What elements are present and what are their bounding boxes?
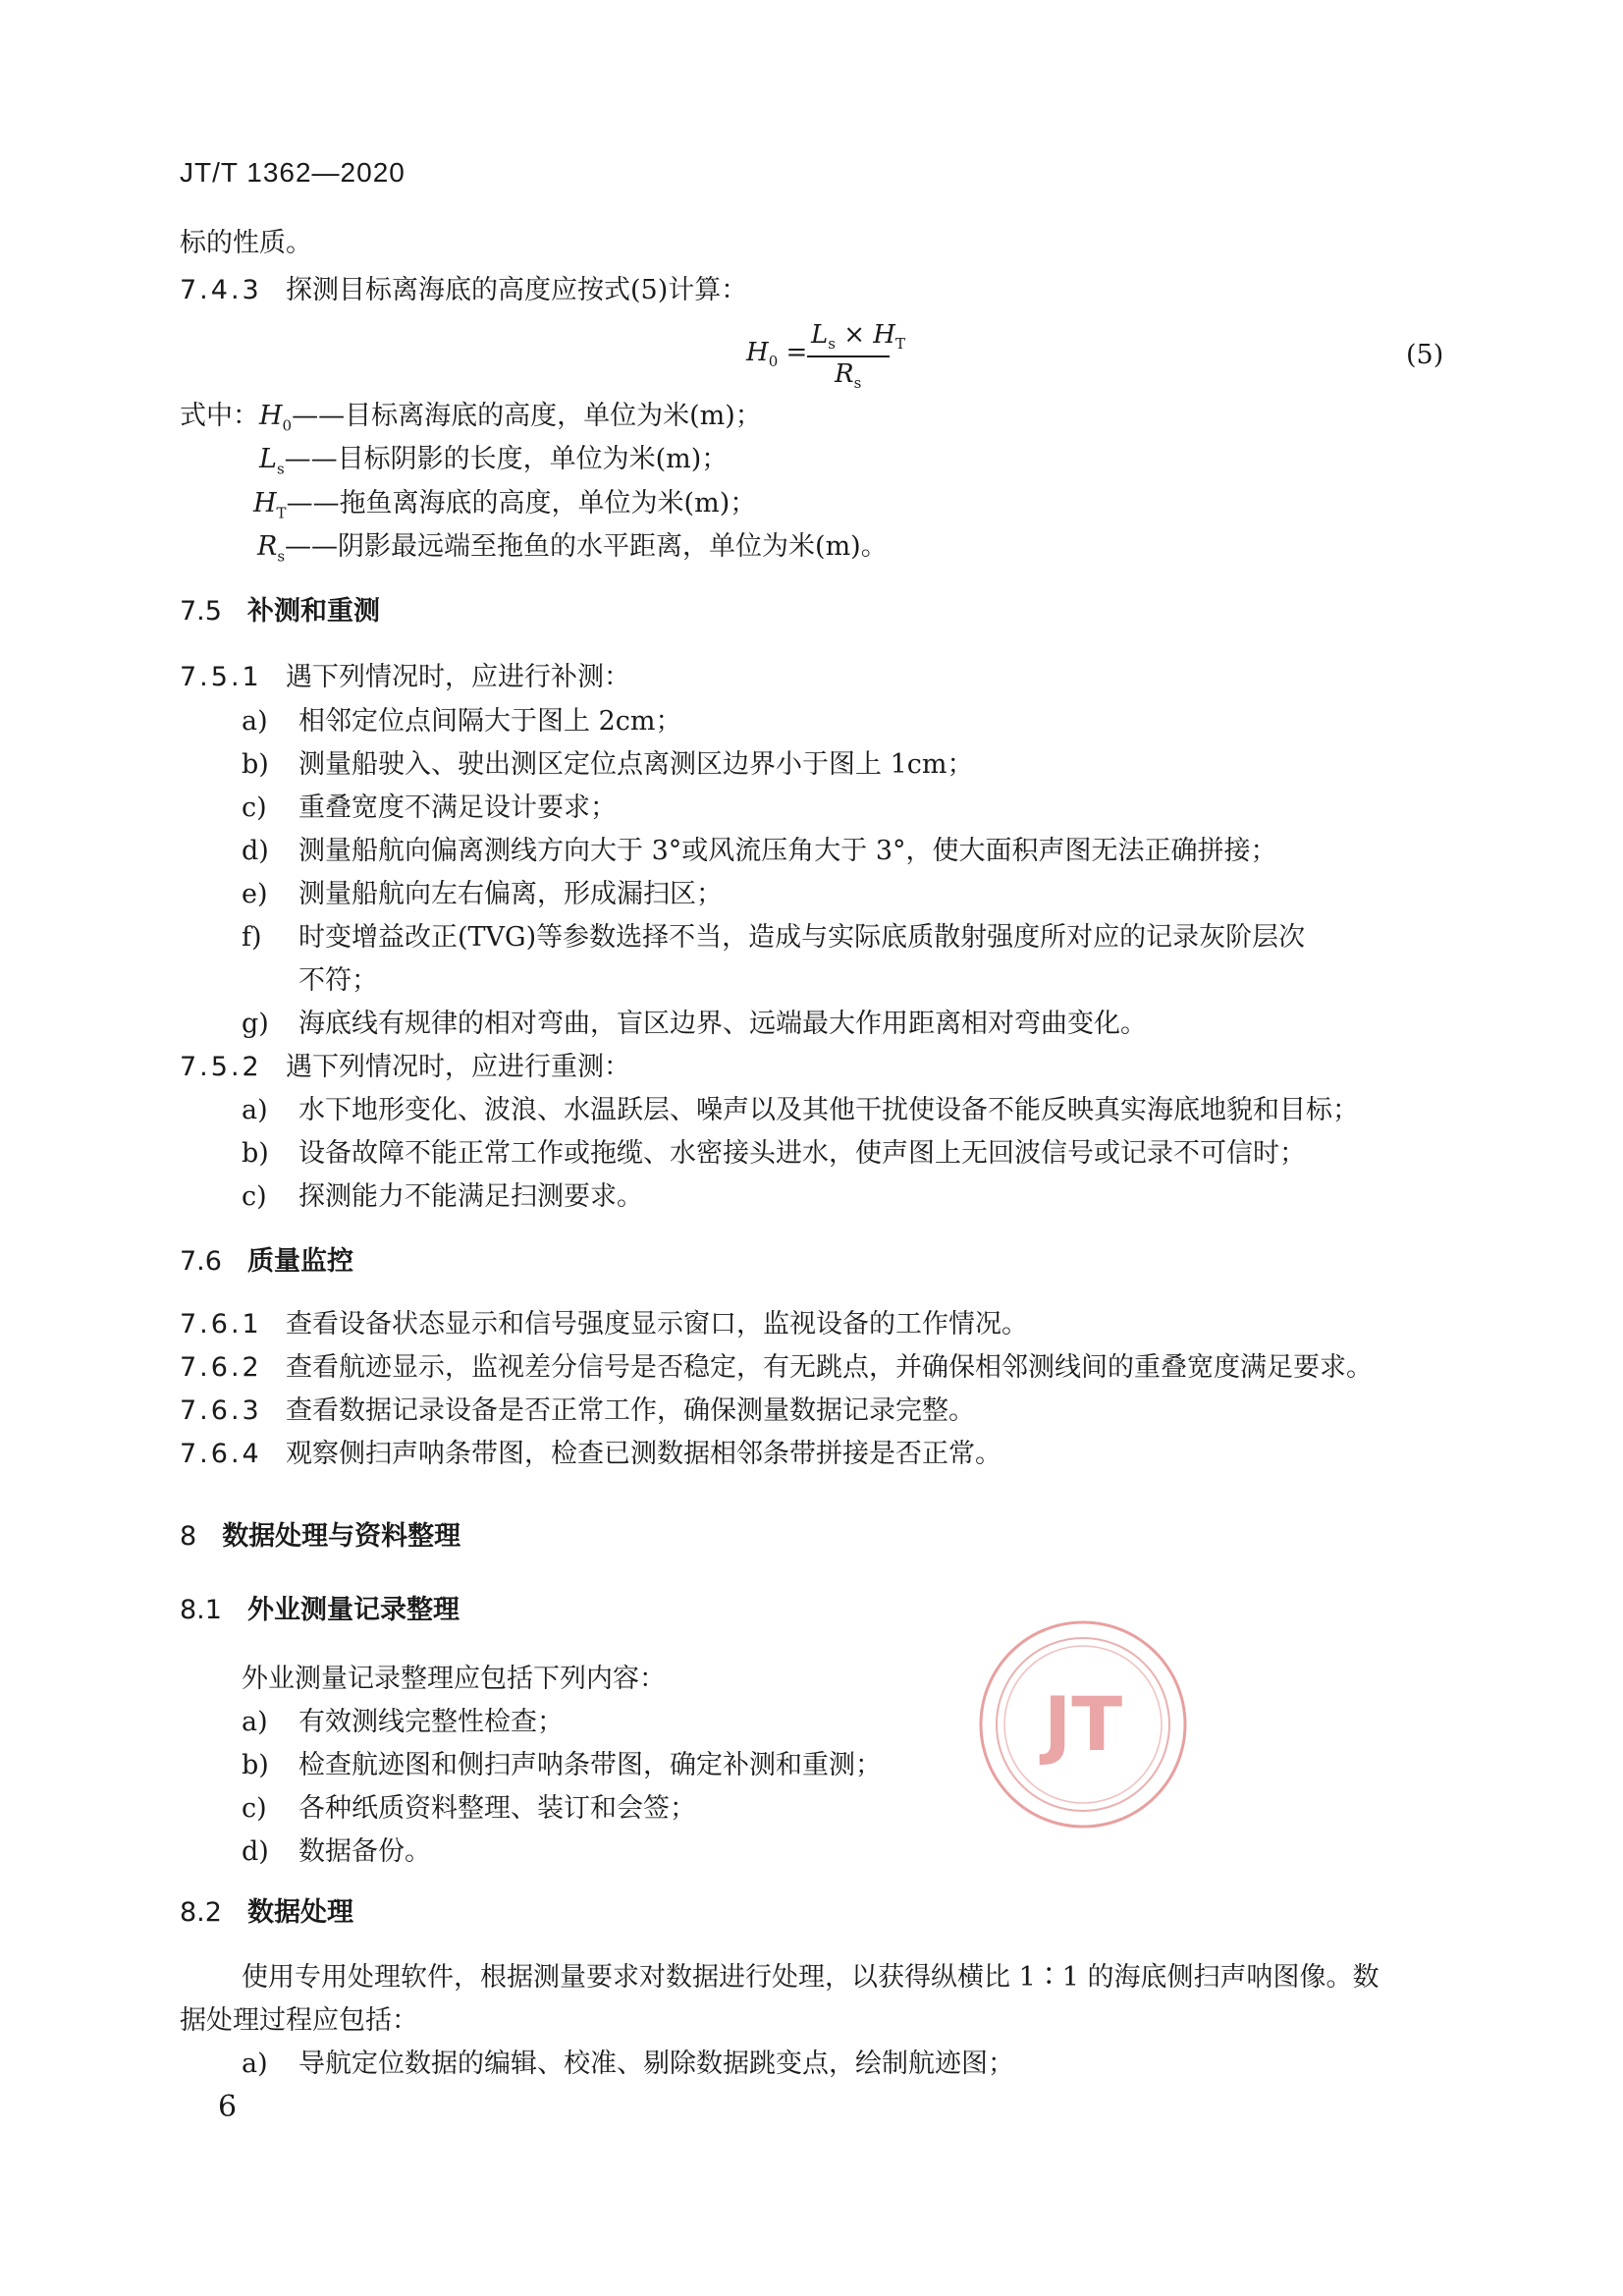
- where-line-1: 式中：$H_0——$目标离海底的高度，单位为米(m)；: [180, 401, 762, 435]
- clause-7-6-4: 7.6.4 观察侧扫声呐条带图，检查已测数据相邻条带拼接是否正常。: [180, 1439, 1001, 1469]
- list-item: b) 设备故障不能正常工作或拖缆、水密接头进水，使声图上无回波信号或记录不可信时；: [242, 1138, 1306, 1169]
- list-item: a) 有效测线完整性检查；: [242, 1707, 564, 1737]
- list-item: c) 重叠宽度不满足设计要求；: [242, 793, 617, 823]
- list-item: e) 测量船航向左右偏离，形成漏扫区；: [242, 879, 723, 909]
- formula-numerator: $L_s \times H_T$: [811, 320, 905, 354]
- section-intro: 外业测量记录整理应包括下列内容：: [242, 1664, 666, 1694]
- list-item: a) 导航定位数据的编辑、校准、剔除数据跳变点，绘制航迹图；: [242, 2049, 1014, 2079]
- standard-code: JT/T 1362—2020: [180, 157, 406, 188]
- fraction-bar: [807, 355, 890, 357]
- list-item: g) 海底线有规律的相对弯曲，盲区边界、远端最大作用距离相对弯曲变化。: [242, 1009, 1147, 1039]
- list-item-continuation: 不符；: [298, 965, 378, 996]
- jt-stamp: [977, 1618, 1189, 1831]
- where-line-3: $H_T——$拖鱼离海底的高度，单位为米(m)；: [253, 488, 757, 522]
- section-8-2-heading: 8.2 数据处理: [180, 1897, 353, 1928]
- clause-7-6-1: 7.6.1 查看设备状态显示和信号强度显示窗口，监视设备的工作情况。: [180, 1309, 1028, 1339]
- clause-7-5-2: 7.5.2 遇下列情况时，应进行重测：: [180, 1052, 630, 1082]
- list-item: f) 时变增益改正(TVG)等参数选择不当，造成与实际底质散射强度所对应的记录灰阶层次: [242, 922, 1306, 953]
- section-7-5-heading: 7.5 补测和重测: [180, 596, 380, 627]
- continuation-text: 标的性质。: [180, 228, 312, 258]
- section-7-6-heading: 7.6 质量监控: [180, 1246, 353, 1277]
- where-line-2: $L_s——$目标阴影的长度，单位为米(m)；: [259, 444, 729, 478]
- section-8-1-heading: 8.1 外业测量记录整理: [180, 1595, 460, 1625]
- clause-text: 探测目标离海底的高度应按式(5)计算：: [286, 275, 748, 305]
- formula-denominator: $R_s$: [835, 359, 862, 393]
- equation-number: (5): [1406, 340, 1444, 370]
- list-item: c) 各种纸质资料整理、装订和会签；: [242, 1793, 696, 1824]
- clause-7-6-3: 7.6.3 查看数据记录设备是否正常工作，确保测量数据记录完整。: [180, 1395, 975, 1426]
- clause-number: 7.4.3: [180, 275, 262, 305]
- formula-lhs: $H_0$ =: [746, 338, 808, 371]
- list-item: b) 测量船驶入、驶出测区定位点离测区边界小于图上 1cm；: [242, 749, 974, 780]
- clause-7-6-2: 7.6.2 查看航迹显示，监视差分信号是否稳定，有无跳点，并确保相邻测线间的重叠宽度满足要求。: [180, 1352, 1373, 1383]
- list-item: a) 相邻定位点间隔大于图上 2cm；: [242, 706, 682, 737]
- list-item: a) 水下地形变化、波浪、水温跃层、噪声以及其他干扰使设备不能反映真实海底地貌和目标；: [242, 1095, 1359, 1125]
- page-number: 6: [218, 2090, 238, 2124]
- clause-7-4-3: [180, 273, 747, 308]
- list-item: c) 探测能力不能满足扫测要求。: [242, 1181, 643, 1212]
- list-item: d) 测量船航向偏离测线方向大于 3°或风流压角大于 3°，使大面积声图无法正确拼接；: [242, 836, 1277, 866]
- section-8-heading: 8 数据处理与资料整理: [180, 1521, 461, 1552]
- stamp-text: JT: [1043, 1680, 1123, 1768]
- where-line-4: $R_s——$阴影最远端至拖鱼的水平距离，单位为米(m)。: [257, 531, 888, 566]
- paragraph-line: 使用专用处理软件，根据测量要求对数据进行处理，以获得纵横比 1∶1 的海底侧扫声呐图像。数: [242, 1962, 1380, 1993]
- clause-7-5-1: 7.5.1 遇下列情况时，应进行补测：: [180, 662, 630, 692]
- list-item: d) 数据备份。: [242, 1836, 431, 1867]
- list-item: b) 检查航迹图和侧扫声呐条带图，确定补测和重测；: [242, 1750, 882, 1780]
- paragraph-line: 据处理过程应包括：: [180, 2005, 418, 2036]
